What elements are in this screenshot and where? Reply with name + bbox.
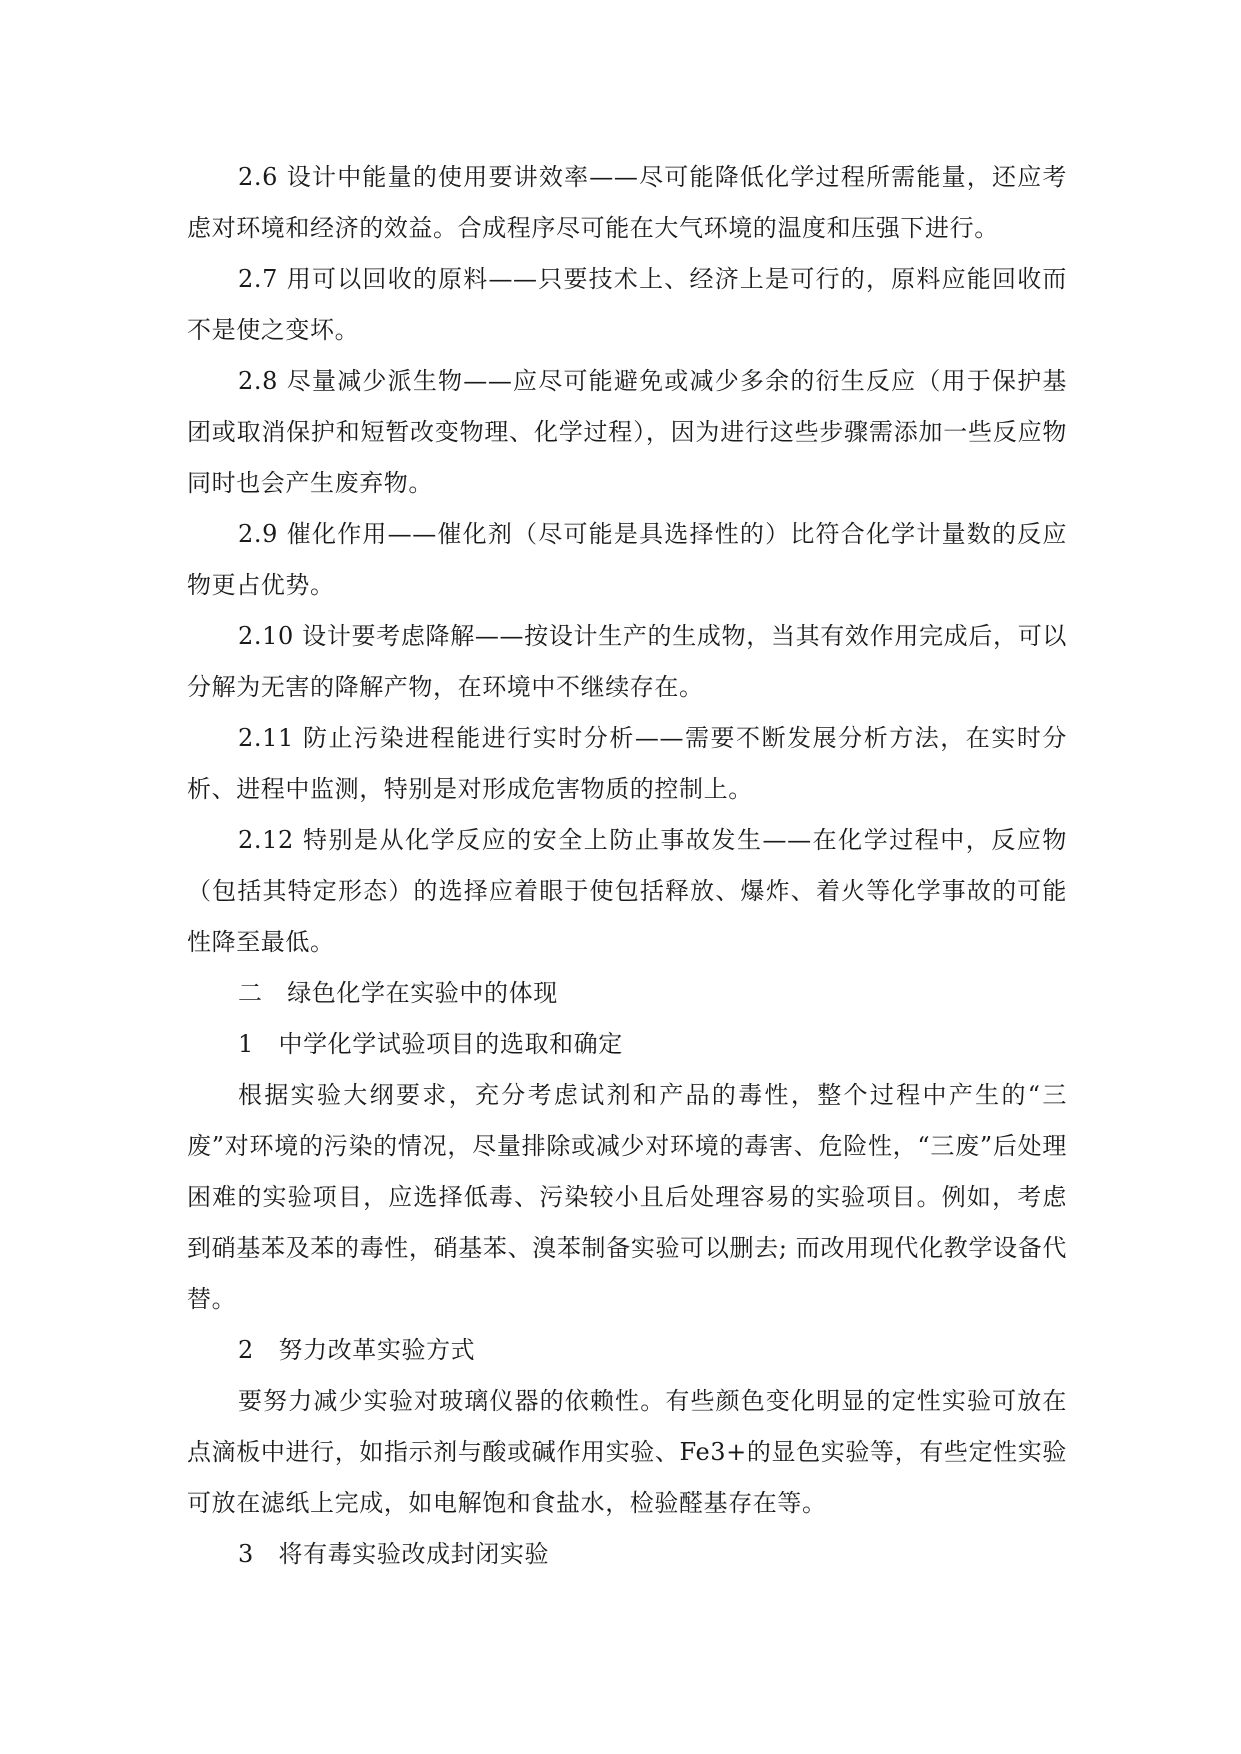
- paragraph-2-7: 2.7 用可以回收的原料——只要技术上、经济上是可行的，原料应能回收而不是使之变坏。: [187, 265, 1067, 344]
- subsection-2-heading: 2 努力改革实验方式: [238, 1336, 476, 1364]
- section-heading: 二 绿色化学在实验中的体现: [238, 979, 558, 1007]
- paragraph-2-12: 2.12 特别是从化学反应的安全上防止事故发生——在化学过程中，反应物（包括其特定形态）的选择应着眼于使包括释放、爆炸、着火等化学事故的可能性降至最低。: [187, 826, 1067, 956]
- subsection-3-heading: 3 将有毒实验改成封闭实验: [238, 1540, 550, 1568]
- subsection-1-heading: 1 中学化学试验项目的选取和确定: [238, 1030, 623, 1058]
- paragraph-2-8: 2.8 尽量减少派生物——应尽可能避免或减少多余的衍生反应（用于保护基团或取消保护和短暂改变物理、化学过程），因为进行这些步骤需添加一些反应物同时也会产生废弃物。: [187, 367, 1067, 497]
- paragraph-2-11: 2.11 防止污染进程能进行实时分析——需要不断发展分析方法，在实时分析、进程中监测，特别是对形成危害物质的控制上。: [187, 724, 1067, 803]
- subsection-2-body: 要努力减少实验对玻璃仪器的依赖性。有些颜色变化明显的定性实验可放在点滴板中进行，如指示剂与酸或碱作用实验、Fe3+的显色实验等，有些定性实验可放在滤纸上完成，如电解饱和食盐水，检验醛基存在等。: [187, 1387, 1067, 1517]
- paragraph-2-6: 2.6 设计中能量的使用要讲效率——尽可能降低化学过程所需能量，还应考虑对环境和经济的效益。合成程序尽可能在大气环境的温度和压强下进行。: [187, 163, 1067, 242]
- document-body: [187, 152, 1067, 1580]
- paragraph-2-10: 2.10 设计要考虑降解——按设计生产的生成物，当其有效作用完成后，可以分解为无害的降解产物，在环境中不继续存在。: [187, 622, 1067, 701]
- subsection-1-body: 根据实验大纲要求，充分考虑试剂和产品的毒性，整个过程中产生的“三废”对环境的污染的情况，尽量排除或减少对环境的毒害、危险性，“三废”后处理困难的实验项目，应选择低毒、污染较小且后处理容易的实验项目。例如，考虑到硝基苯及苯的毒性，硝基苯、溴苯制备实验可以删去; 而改用现代化教学设备代替。: [187, 1081, 1067, 1313]
- paragraph-2-9: 2.9 催化作用——催化剂（尽可能是具选择性的）比符合化学计量数的反应物更占优势。: [187, 520, 1067, 599]
